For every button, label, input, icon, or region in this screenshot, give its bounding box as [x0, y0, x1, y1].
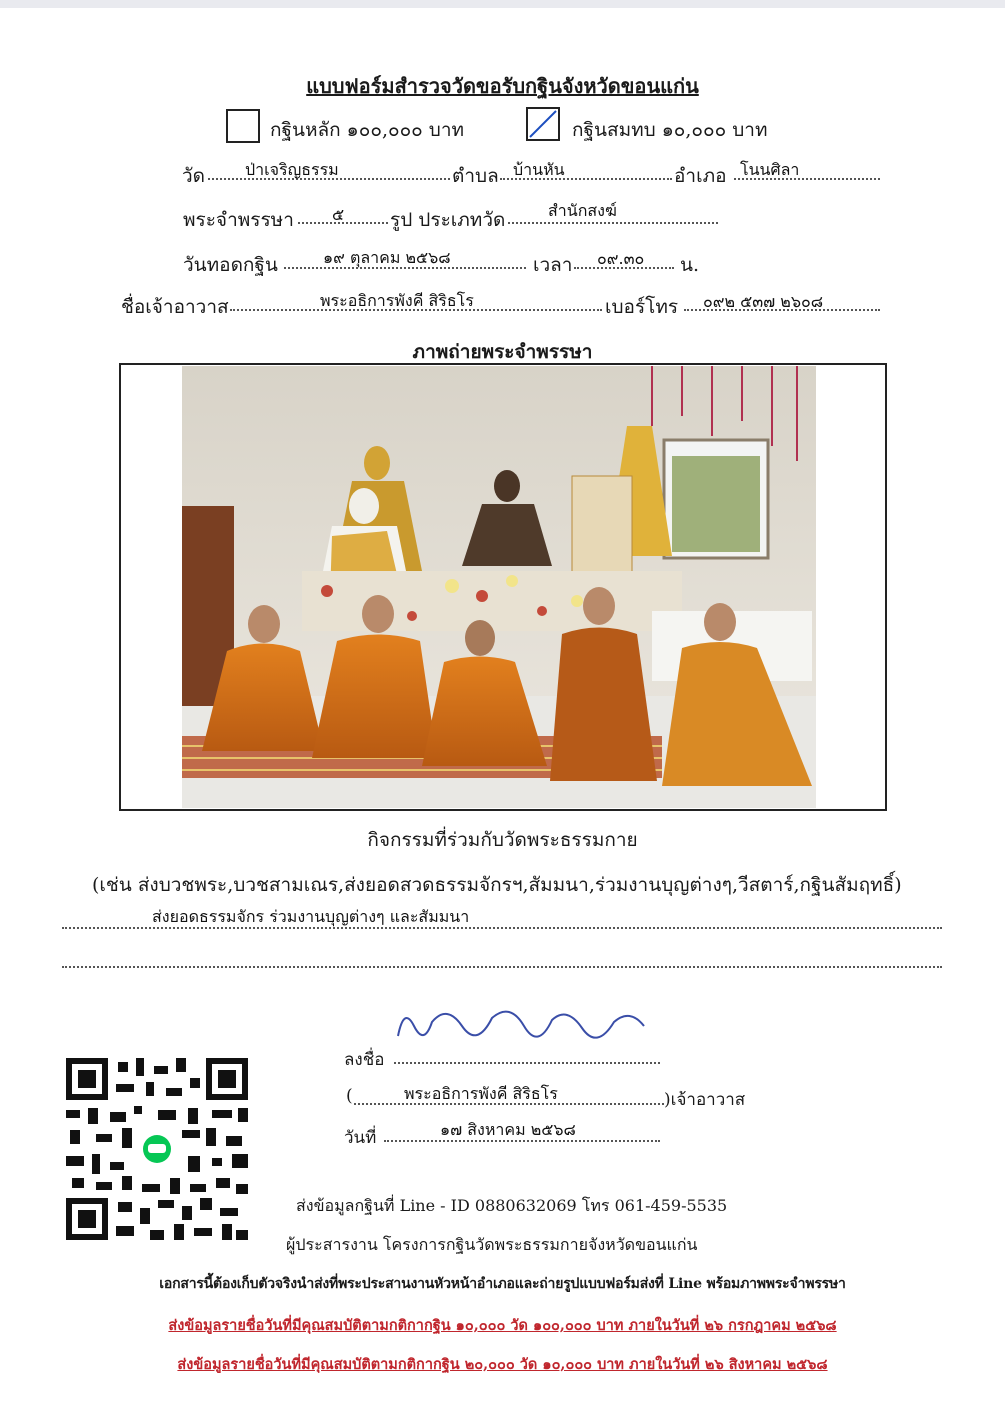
district-value: โนนศิลา: [740, 160, 800, 179]
monks-photo-frame: [119, 363, 887, 811]
photo-heading: ภาพถ่ายพระจำพรรษา: [412, 341, 593, 363]
subdistrict-label: ตำบล: [452, 165, 499, 187]
subdistrict-value: บ้านหัน: [513, 160, 565, 179]
contact-line: ส่งข้อมูลกฐินที่ Line - ID 0880632069 โทร 061-459-5535: [296, 1196, 728, 1215]
sign-role: )เจ้าอาวาส: [664, 1090, 746, 1110]
temple-value: ป่าเจริญธรรม: [245, 160, 339, 179]
abbot-label: ชื่อเจ้าอาวาส: [121, 296, 229, 318]
phone-value: ๐๙๒ ๕๓๗ ๒๖๐๘: [703, 292, 824, 311]
kathin-time-label: เวลา: [533, 254, 573, 276]
abbot-value: พระอธิการพังคี สิริธโร: [320, 291, 474, 310]
monks-photo: [182, 366, 816, 808]
abbot-signature: [392, 996, 662, 1050]
sign-date-label: วันที่: [344, 1128, 377, 1148]
activities-heading: กิจกรรมที่ร่วมกับวัดพระธรรมกาย: [367, 829, 638, 851]
check-slash-icon: [528, 109, 558, 139]
top-bar: [0, 0, 1005, 8]
coordinator-line: ผู้ประสารงาน โครงการกฐินวัดพระธรรมกายจังหวัดขอนแก่น: [286, 1235, 698, 1254]
deadline-line-1: ส่งข้อมูลรายชื่อวันที่มีคุณสมบัติตามกติกากฐิน ๑๐,๐๐๐ วัด ๑๐๐,๐๐๐ บาท ภายในวันที่ ๒๖ กรกฎาคม ๒๕๖๘: [168, 1317, 837, 1334]
printed-abbot-name: พระอธิการพังคี สิริธโร: [404, 1084, 558, 1103]
temple-label: วัด: [182, 165, 206, 187]
notice-line: เอกสารนี้ต้องเก็บตัวจริงนำส่งที่พระประสานงานหัวหน้าอำเภอและถ่ายรูปแบบฟอร์มส่งที่ Line พร้อมภาพพระจำพรรษา: [159, 1276, 846, 1292]
district-label: อำเภอ: [674, 165, 727, 187]
activities-value: ส่งยอดธรรมจักร ร่วมงานบุญต่างๆ และสัมมนา: [152, 907, 470, 926]
kathin-date-label: วันทอดกฐิน: [183, 254, 278, 276]
deadline-line-2: ส่งข้อมูลรายชื่อวันที่มีคุณสมบัติตามกติกากฐิน ๒๐,๐๐๐ วัด ๑๐,๐๐๐ บาท ภายในวันที่ ๒๖ สิงหาคม ๒๕๖๘: [177, 1356, 828, 1373]
main-kathin-label: กฐินหลัก ๑๐๐,๐๐๐ บาท: [270, 119, 465, 141]
joint-kathin-checkbox[interactable]: [526, 107, 560, 141]
joint-kathin-label: กฐินสมทบ ๑๐,๐๐๐ บาท: [572, 119, 768, 141]
line-qr-code[interactable]: [66, 1058, 248, 1240]
monks-value: ๕: [332, 205, 345, 224]
sign-label: ลงชื่อ: [344, 1050, 385, 1070]
kathin-date-value: ๑๙ ตุลาคม ๒๕๖๘: [323, 248, 451, 267]
form-title: แบบฟอร์มสำรวจวัดขอรับกฐินจังหวัดขอนแก่น: [306, 74, 699, 98]
temple-type-value: สำนักสงฆ์: [548, 201, 617, 220]
sign-open-paren: (: [346, 1086, 353, 1106]
monks-label: พระจำพรรษา: [183, 209, 294, 231]
kathin-time-value: ๐๙.๓๐: [597, 249, 645, 268]
temple-type-label: รูป ประเภทวัด: [390, 209, 506, 231]
phone-label: เบอร์โทร: [605, 296, 679, 318]
sign-date-value: ๑๗ สิงหาคม ๒๕๖๘: [440, 1120, 576, 1139]
main-kathin-checkbox[interactable]: [226, 109, 260, 143]
activities-examples: (เช่น ส่งบวชพระ,บวชสามเณร,ส่งยอดสวดธรรมจักรฯ,สัมมนา,ร่วมงานบุญต่างๆ,วีสตาร์,กฐินสัมฤทธิ์): [92, 874, 902, 896]
kathin-time-unit: น.: [680, 254, 700, 276]
